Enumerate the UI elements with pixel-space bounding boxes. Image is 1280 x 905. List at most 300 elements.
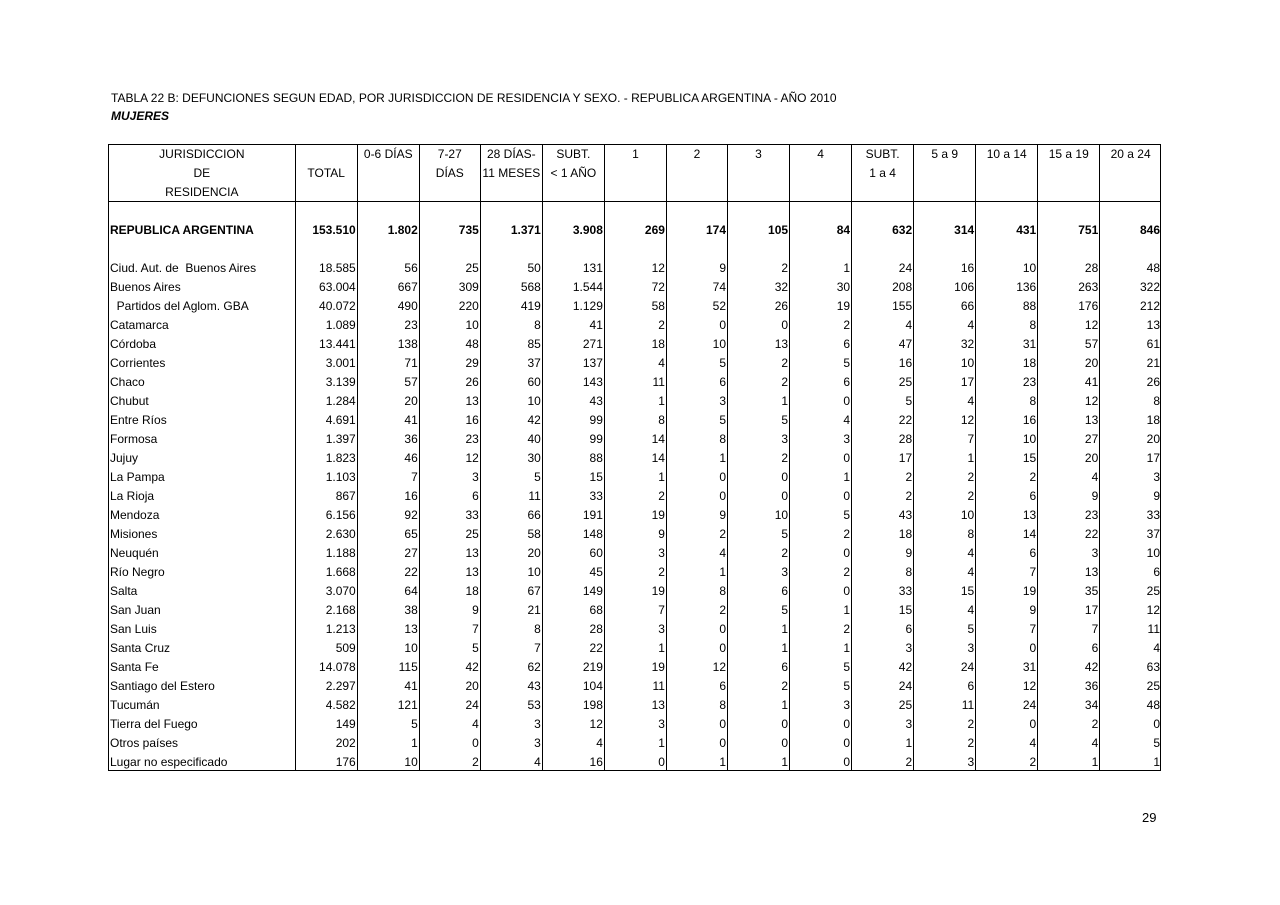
value-cell: 219 [542,657,604,676]
value-cell: 12 [1100,600,1161,619]
value-cell: 509 [295,638,357,657]
value-cell: 3 [914,752,976,771]
value-cell: 7 [976,562,1038,581]
value-cell: 4 [914,600,976,619]
value-cell: 3 [1038,543,1100,562]
value-cell: 17 [852,448,914,467]
value-cell: 17 [914,372,976,391]
value-cell: 27 [1038,429,1100,448]
value-cell: 67 [480,581,542,600]
value-cell: 1 [604,391,666,410]
value-cell: 62 [480,657,542,676]
row-label-cell: Salta [110,583,138,598]
table-row [108,277,1161,296]
value-cell: 88 [542,448,604,467]
value-cell: 25 [1100,581,1161,600]
value-cell: 13 [1100,315,1161,334]
value-cell: 24 [976,695,1038,714]
value-cell: 48 [419,334,480,353]
value-cell: 10 [480,562,542,581]
value-cell: 735 [419,220,480,240]
value-cell: 88 [976,296,1038,315]
value-cell: 52 [666,296,727,315]
value-cell [419,202,480,221]
value-cell: 42 [852,657,914,676]
value-cell: 1 [604,144,666,163]
value-cell: 42 [480,410,542,429]
value-cell: 12 [604,258,666,277]
row-label-cell: Santa Cruz [110,640,171,655]
value-cell: 6 [1100,562,1161,581]
value-cell: 63.004 [295,277,357,296]
value-cell: 1.213 [295,619,357,638]
value-cell: 23 [357,315,419,334]
value-cell: 309 [419,277,480,296]
value-cell: 14 [604,448,666,467]
value-cell: 174 [666,220,727,240]
value-cell: 3 [419,467,480,486]
value-cell: 43 [852,505,914,524]
value-cell: 18 [419,581,480,600]
row-label-cell [108,202,295,221]
value-cell: 1.668 [295,562,357,581]
value-cell: 14.078 [295,657,357,676]
value-cell: 21 [480,600,542,619]
row-label-cell: San Luis [110,621,157,636]
value-cell: 2.297 [295,676,357,695]
value-cell: 15 [976,448,1038,467]
value-cell: 28 [542,619,604,638]
value-cell: 41 [542,315,604,334]
value-cell: 3 [790,695,852,714]
value-cell: 5 [728,410,790,429]
value-cell: 31 [976,657,1038,676]
value-cell: 46 [357,448,419,467]
value-cell: 72 [604,277,666,296]
row-label-cell: Tierra del Fuego [110,716,198,731]
value-cell: 0 [666,733,727,752]
value-cell: 20 a 24 [1100,144,1161,163]
value-cell: 8 [852,562,914,581]
row-label-cell: Ciud. Aut. de Buenos Aires [110,260,257,275]
value-cell: 16 [542,752,604,771]
value-cell: 5 a 9 [914,144,976,163]
value-cell: < 1 AÑO [542,163,604,182]
value-cell: 34 [1038,695,1100,714]
total-row [108,220,1161,240]
value-cell: 19 [976,581,1038,600]
value-cell [357,182,419,202]
row-label-cell: Chaco [110,374,145,389]
value-cell: 99 [542,410,604,429]
table-row [108,296,1161,315]
value-cell: 5 [914,619,976,638]
value-cell: SUBT. [852,144,914,163]
value-cell: 22 [852,410,914,429]
value-cell: 41 [1038,372,1100,391]
value-cell: 121 [357,695,419,714]
value-cell: 17 [1100,448,1161,467]
value-cell [1038,202,1100,221]
value-cell: 41 [357,410,419,429]
value-cell: 2 [604,562,666,581]
value-cell: 0 [728,467,790,486]
value-cell: 1 [728,638,790,657]
value-cell [1038,182,1100,202]
value-cell [914,182,976,202]
header-row [108,182,1161,202]
value-cell: 1 [604,733,666,752]
value-cell: 5 [790,505,852,524]
table-row [108,486,1161,505]
value-cell: 12 [542,714,604,733]
table-row [108,752,1161,771]
value-cell: 2 [790,315,852,334]
value-cell [790,202,852,221]
value-cell: 3.908 [542,220,604,240]
value-cell: 106 [914,277,976,296]
value-cell: 1 [728,619,790,638]
value-cell [604,182,666,202]
value-cell: 11 [604,676,666,695]
value-cell: 8 [976,315,1038,334]
value-cell: 10 [666,334,727,353]
table-row [108,334,1161,353]
row-label-cell: DE [193,165,211,180]
value-cell: 419 [480,296,542,315]
value-cell: 65 [357,524,419,543]
value-cell: 11 [1100,619,1161,638]
value-cell [1100,182,1161,202]
value-cell: 22 [542,638,604,657]
value-cell: 6 [728,581,790,600]
value-cell: 632 [852,220,914,240]
value-cell: 1 [666,752,727,771]
table-row [108,391,1161,410]
value-cell: 36 [357,429,419,448]
value-cell [790,240,852,258]
value-cell: 4 [914,391,976,410]
value-cell: 4 [480,752,542,771]
value-cell: 28 [852,429,914,448]
table-row [108,410,1161,429]
value-cell: 2 [914,467,976,486]
value-cell: 191 [542,505,604,524]
value-cell: 198 [542,695,604,714]
value-cell: 8 [480,315,542,334]
value-cell: 32 [728,277,790,296]
value-cell: 105 [728,220,790,240]
value-cell [480,240,542,258]
value-cell: 5 [852,391,914,410]
document-subtitle: MUJERES [111,109,170,123]
value-cell: 5 [666,353,727,372]
value-cell: 10 [357,752,419,771]
value-cell: 15 [542,467,604,486]
value-cell: 431 [976,220,1038,240]
value-cell: DÍAS [419,163,480,182]
value-cell: 58 [480,524,542,543]
value-cell: 6 [666,372,727,391]
value-cell: 16 [976,410,1038,429]
row-label-cell: RESIDENCIA [165,184,239,199]
value-cell: 269 [604,220,666,240]
value-cell: 0 [790,391,852,410]
value-cell: 10 [914,505,976,524]
row-label-cell: JURISDICCION [159,146,245,161]
value-cell: 8 [976,391,1038,410]
value-cell: 176 [1038,296,1100,315]
value-cell: 15 [852,600,914,619]
value-cell: 5 [790,353,852,372]
value-cell: 4 [1038,467,1100,486]
value-cell: 314 [914,220,976,240]
value-cell: 751 [1038,220,1100,240]
value-cell: 45 [542,562,604,581]
value-cell [728,202,790,221]
value-cell: 20 [1038,448,1100,467]
row-label-cell: Formosa [110,431,158,446]
value-cell: 3 [666,391,727,410]
row-label-cell: REPUBLICA ARGENTINA [110,223,254,237]
value-cell: 490 [357,296,419,315]
value-cell: 99 [542,429,604,448]
value-cell: 1.544 [542,277,604,296]
value-cell: 2 [976,752,1038,771]
value-cell: 667 [357,277,419,296]
value-cell [542,240,604,258]
value-cell: 40.072 [295,296,357,315]
value-cell: 131 [542,258,604,277]
value-cell: 9 [666,505,727,524]
row-label-cell: Neuquén [110,545,159,560]
value-cell: 271 [542,334,604,353]
value-cell: 24 [914,657,976,676]
value-cell: 104 [542,676,604,695]
value-cell: 8 [604,410,666,429]
value-cell: 32 [914,334,976,353]
value-cell: 7-27 [419,144,480,163]
value-cell: 13 [357,619,419,638]
spacer-row [108,202,1161,221]
value-cell: 22 [1038,524,1100,543]
document-title: TABLA 22 B: DEFUNCIONES SEGUN EDAD, POR JURISDICCION DE RESIDENCIA Y SEXO. - REPUBLICA ARGENTINA - AÑO 2010 [111,91,837,105]
value-cell: 143 [542,372,604,391]
value-cell: 0 [666,638,727,657]
value-cell: 1.823 [295,448,357,467]
value-cell: 13 [419,562,480,581]
value-cell [976,182,1038,202]
value-cell: 1 [604,638,666,657]
value-cell: 12 [1038,391,1100,410]
value-cell: 0 [419,733,480,752]
value-cell: 16 [852,353,914,372]
table-row [108,638,1161,657]
value-cell: 2 [790,562,852,581]
value-cell [604,163,666,182]
value-cell: 13 [1038,410,1100,429]
value-cell: 60 [542,543,604,562]
value-cell: 9 [976,600,1038,619]
value-cell: 38 [357,600,419,619]
value-cell [1100,202,1161,221]
value-cell: 149 [542,581,604,600]
value-cell: 2 [728,353,790,372]
value-cell [295,144,357,163]
value-cell: 26 [728,296,790,315]
value-cell: 17 [1038,600,1100,619]
value-cell [480,182,542,202]
value-cell: 16 [419,410,480,429]
value-cell: 57 [357,372,419,391]
value-cell [357,202,419,221]
table-row [108,315,1161,334]
value-cell: 71 [357,353,419,372]
value-cell: 155 [852,296,914,315]
value-cell: 4 [666,543,727,562]
value-cell [976,202,1038,221]
value-cell: 84 [790,220,852,240]
value-cell: 2 [790,619,852,638]
value-cell: 212 [1100,296,1161,315]
row-label-cell: La Rioja [110,488,155,503]
value-cell: 11 MESES [480,163,542,182]
value-cell: 20 [419,676,480,695]
value-cell [852,202,914,221]
value-cell: 11 [604,372,666,391]
value-cell: 1 [1100,752,1161,771]
value-cell: 153.510 [295,220,357,240]
value-cell: 2 [728,258,790,277]
value-cell: 66 [914,296,976,315]
value-cell: 85 [480,334,542,353]
value-cell: 7 [976,619,1038,638]
value-cell [419,182,480,202]
table-row [108,372,1161,391]
value-cell: 5 [728,600,790,619]
table-row [108,429,1161,448]
value-cell [604,240,666,258]
value-cell: 22 [357,562,419,581]
value-cell: 0 [976,714,1038,733]
row-label-cell: Buenos Aires [110,279,181,294]
value-cell: 2 [852,467,914,486]
value-cell: 6 [790,372,852,391]
value-cell: 47 [852,334,914,353]
value-cell: 40 [480,429,542,448]
value-cell: 18 [604,334,666,353]
value-cell: 322 [1100,277,1161,296]
value-cell: 208 [852,277,914,296]
value-cell: 0 [666,619,727,638]
value-cell: 2 [1038,714,1100,733]
value-cell: 16 [357,486,419,505]
page-number: 29 [1142,810,1157,825]
value-cell: 14 [976,524,1038,543]
value-cell: 0 [666,486,727,505]
value-cell: 0 [790,448,852,467]
table-row [108,543,1161,562]
value-cell: 10 [419,315,480,334]
value-cell: 53 [480,695,542,714]
value-cell: 8 [666,581,727,600]
value-cell: 4 [914,543,976,562]
value-cell: 1 [852,733,914,752]
row-label-cell: Otros países [110,735,179,750]
value-cell: 25 [419,524,480,543]
row-label-cell: Santiago del Estero [110,678,215,693]
value-cell: 7 [357,467,419,486]
value-cell: 6 [728,657,790,676]
value-cell: 12 [419,448,480,467]
value-cell [1038,163,1100,182]
value-cell: 149 [295,714,357,733]
value-cell: 1 [1038,752,1100,771]
row-label-cell: Jujuy [110,450,139,465]
value-cell: 6 [852,619,914,638]
value-cell: 7 [914,429,976,448]
row-label-cell: Catamarca [110,317,169,332]
value-cell: 1 [790,600,852,619]
value-cell: 41 [357,676,419,695]
value-cell: 63 [1100,657,1161,676]
value-cell: TOTAL [295,163,357,182]
value-cell: 2 [666,524,727,543]
value-cell: 10 [976,429,1038,448]
value-cell: 3 [790,429,852,448]
value-cell: 25 [852,695,914,714]
value-cell [604,202,666,221]
value-cell: 2 [604,486,666,505]
value-cell: 568 [480,277,542,296]
value-cell: 1.802 [357,220,419,240]
row-label-cell: Corrientes [110,355,166,370]
value-cell: 4 [914,562,976,581]
value-cell: 220 [419,296,480,315]
row-label-cell: La Pampa [110,469,165,484]
value-cell: 10 [1100,543,1161,562]
value-cell: 25 [419,258,480,277]
value-cell: 0 [790,486,852,505]
value-cell: 23 [1038,505,1100,524]
value-cell: 0 [790,752,852,771]
value-cell: 1.371 [480,220,542,240]
value-cell: 20 [480,543,542,562]
value-cell: 8 [1100,391,1161,410]
value-cell: 3 [604,543,666,562]
value-cell: 6 [914,676,976,695]
value-cell: 0 [666,315,727,334]
table-row [108,676,1161,695]
table-row [108,505,1161,524]
value-cell: 0 [728,714,790,733]
value-cell: 4 [1038,733,1100,752]
value-cell: 2 [728,543,790,562]
table-row [108,619,1161,638]
value-cell: 5 [357,714,419,733]
value-cell: 15 [914,581,976,600]
value-cell: 13 [604,695,666,714]
table-row [108,353,1161,372]
value-cell: 57 [1038,334,1100,353]
value-cell: 0 [604,752,666,771]
value-cell: 33 [419,505,480,524]
value-cell: 7 [480,638,542,657]
value-cell: 4.691 [295,410,357,429]
value-cell: 5 [419,638,480,657]
row-label-cell: Tucumán [110,697,160,712]
value-cell: 10 [976,258,1038,277]
